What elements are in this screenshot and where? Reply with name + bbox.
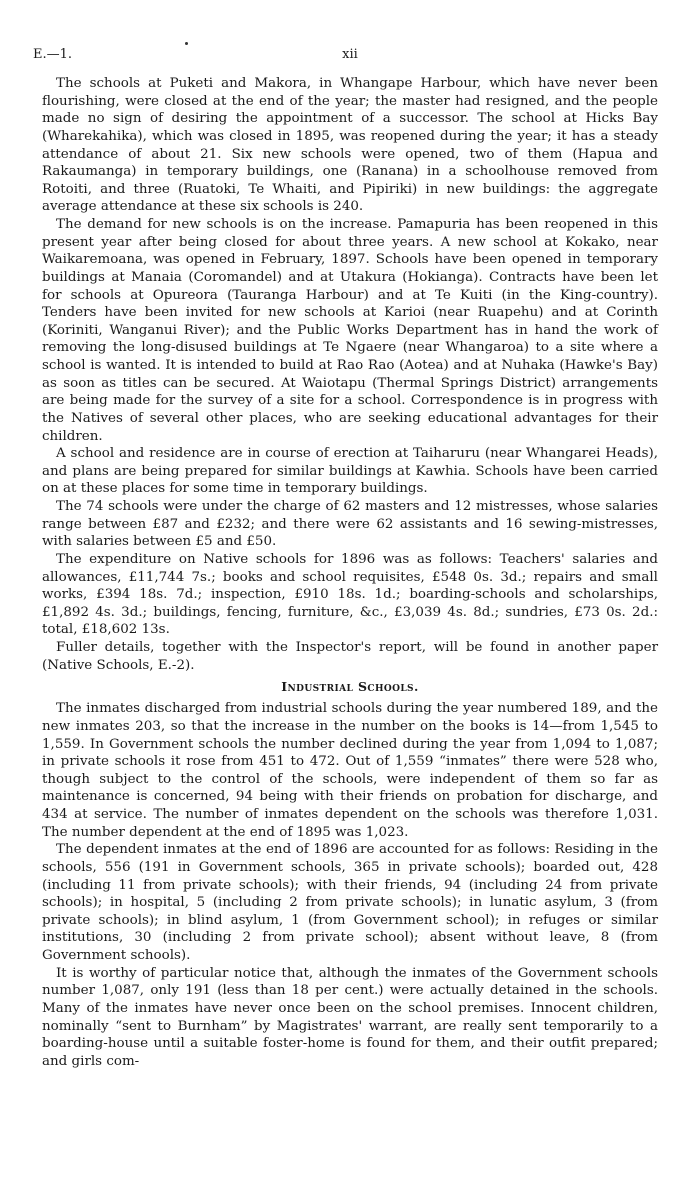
running-head <box>0 47 700 67</box>
document-code: E.—1. <box>33 47 73 62</box>
paragraph-new-schools: The demand for new schools is on the increase. Pamapuria has been reopened in this present year after being closed for about three years. A new school at Kokako, near Waikaremoana, was opened in February, 1897. Schools have been opened in temporary buildings at Manaia (Coromandel) and at Utakura (Hokianga). Contracts have been let for schools at Opureora (Tauranga Harbour) and at Te Kuiti (in the King-country). Tenders have been invited for new schools at Karioi (near Ruapehu) and at Corinth (Koriniti, Wanganui River); and the Public Works Department has in hand the work of removing the long-disused buildings at Te Ngaere (near Whangaroa) to a site where a school is wanted. It is intended to build at Rao Rao (Aotea) and at Nuhaka (Hawke's Bay) as soon as titles can be secured. At Waiotapu (Thermal Springs District) arrangements are being made for the survey of a site for a school. Correspondence is in progress with the Natives of several other places, who are seeking educational advantages for their children. <box>42 217 658 444</box>
paragraph-taiharuru: A school and residence are in course of erection at Taiharuru (near Whangarei Heads), and plans are being prepared for similar buildings at Kawhia. Schools have been carried on at these places for some time in temporary buildings. <box>42 446 658 497</box>
paragraph-fuller-details: Fuller details, together with the Inspector's report, will be found in another paper (Native Schools, E.-2). <box>42 640 658 673</box>
printer-mark <box>185 42 188 45</box>
paragraph-teachers: The 74 schools were under the charge of 62 masters and 12 mistresses, whose salaries range between £87 and £232; and there were 62 assistants and 16 sewing-mistresses, with salaries between £5 and £50. <box>42 499 658 550</box>
paragraph-closed-schools: The schools at Puketi and Makora, in Whangape Harbour, which have never been flourishing, were closed at the end of the year; the master had resigned, and the people made no sign of desiring the appointment of a successor. The school at Hicks Bay (Wharekahika), which was closed in 1895, was reopened during the year; it has a steady attendance of about 21. Six new schools were opened, two of them (Hapua and Rakaumanga) in temporary buildings, one (Ranana) in a schoolhouse removed from Rotoiti, and three (Ruatoki, Te Whaiti, and Pipiriki) in new buildings: the aggregate average attendance at these six schools is 240. <box>42 76 658 215</box>
body-text <box>42 75 658 1070</box>
paragraph-dependent-inmates: The dependent inmates at the end of 1896 are accounted for as follows: Residing in the schools, 556 (191 in Government schools, 365 in private schools); boarded out, 428 (including 11 from private schools); with their friends, 94 (including 24 from private schools); in hospital, 5 (including 2 from private schools); in lunatic asylum, 3 (from private schools); in blind asylum, 1 (from Government school); in refuges or similar institutions, 30 (including 2 from private school); absent without leave, 8 (from Government schools). <box>42 842 658 963</box>
section-title: Industrial Schools. <box>281 679 419 695</box>
paragraph-notice: It is worthy of particular notice that, although the inmates of the Government schools number 1,087, only 191 (less than 18 per cent.) were actually detained in the schools. Many of the inmates have never once been on the school premises. Innocent children, nominally “sent to Burnham” by Magistrates' warrant, are really sent temporarily to a boarding-house until a suitable foster-home is found for them, and their outfit prepared; and girls com- <box>42 965 658 1069</box>
paragraph-expenditure: The expenditure on Native schools for 1896 was as follows: Teachers' salaries and allowances, £11,744 7s.; books and school requisites, £548 0s. 3d.; repairs and small works, £394 18s. 7d.; inspection, £910 18s. 1d.; boarding-schools and scholarships, £1,892 4s. 3d.; buildings, fencing, furniture, &c., £3,039 4s. 8d.; sundries, £73 0s. 2d.: total, £18,602 13s. <box>42 551 658 638</box>
paragraph-inmates-discharged: The inmates discharged from industrial schools during the year numbered 189, and the new inmates 203, so that the increase in the number on the books is 14—from 1,545 to 1,559. In Government schools the number declined during the year from 1,094 to 1,087; in private schools it rose from 451 to 472. Out of 1,559 “inmates” there were 528 who, though subject to the control of the schools, were independent of them so far as maintenance is concerned, 94 being with their friends on probation for discharge, and 434 at service. The number of inmates dependent on the schools was therefore 1,031. The number dependent at the end of 1895 was 1,023. <box>42 701 658 840</box>
page-number: xii <box>342 47 358 62</box>
